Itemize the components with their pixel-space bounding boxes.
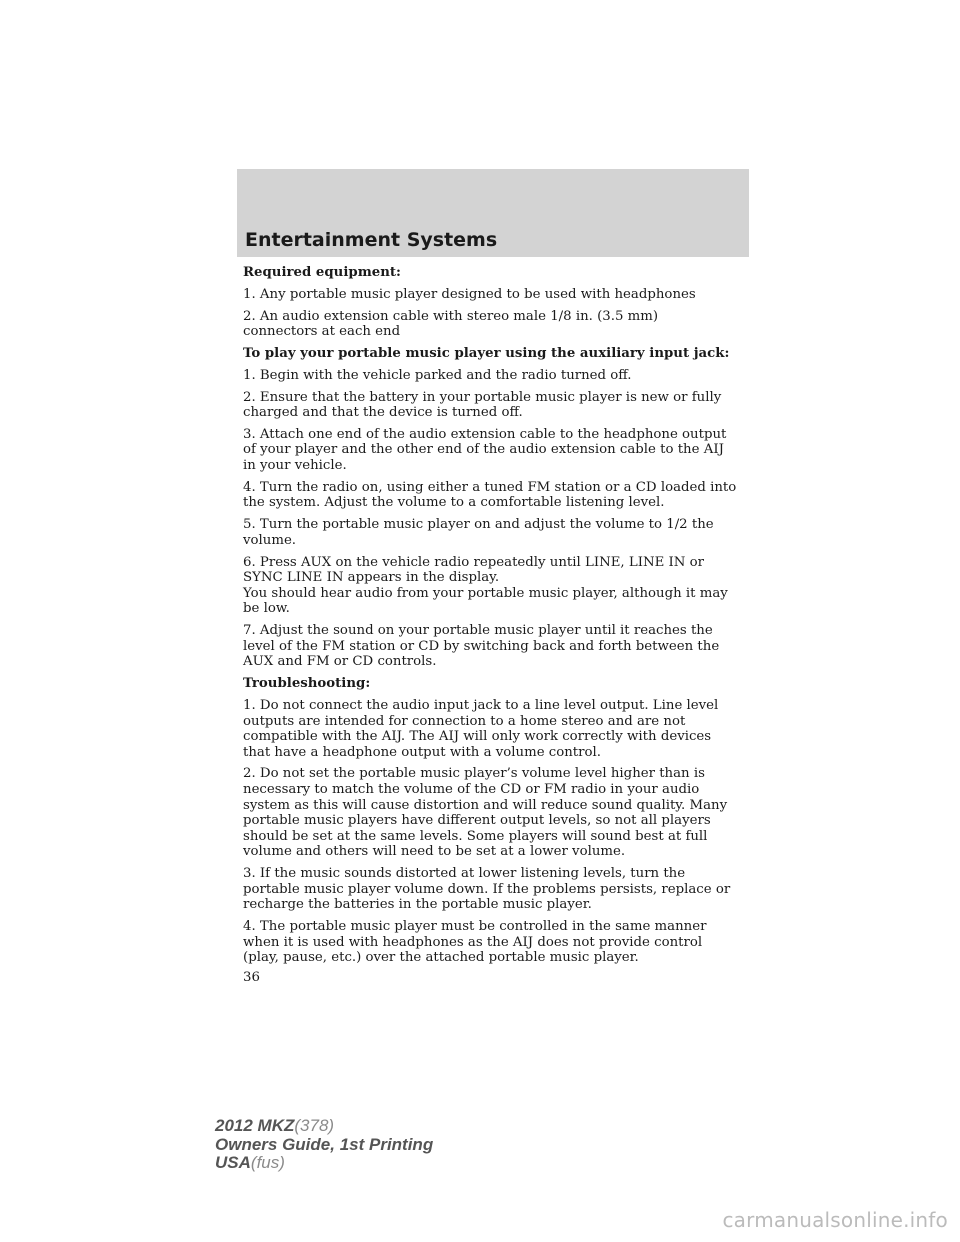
page-number: 36: [243, 970, 260, 985]
paragraph: 2. An audio extension cable with stereo male 1/8 in. (3.5 mm) connectors at each end: [243, 308, 659, 340]
paragraph: 1. Begin with the vehicle parked and the radio turned off.: [243, 367, 632, 383]
section-title: Entertainment Systems: [245, 229, 498, 251]
footer-model-line: [215, 1117, 433, 1136]
print-footer: [215, 1117, 433, 1173]
footer-market-line: [215, 1154, 433, 1173]
footer-market-code: (fus): [250, 1153, 285, 1172]
footer-edition: Owners Guide, 1st Printing: [215, 1134, 434, 1154]
subheading: Required equipment:: [243, 265, 401, 280]
paragraph: 5. Turn the portable music player on and adjust the volume to 1/2 the volume.: [243, 517, 714, 548]
paragraph: 3. Attach one end of the audio extension cable to the headphone output of your player and the other end of the audio extension cable to the AIJ in your vehicle.: [243, 426, 727, 474]
paragraph: 1. Do not connect the audio input jack to a line level output. Line level outputs are intended for connection to a home stereo and are not compatible with the AIJ. The AIJ will only work correctly with devices that have a headphone output with a volume control.: [243, 697, 719, 760]
footer-model-code: (378): [294, 1116, 335, 1135]
paragraph: 2. Ensure that the battery in your portable music player is new or fully charged and that the device is turned off.: [243, 389, 722, 421]
watermark: carmanualsonline.info: [722, 1208, 948, 1232]
subheading: To play your portable music player using the auxiliary input jack:: [243, 345, 730, 361]
paragraph: 4. Turn the radio on, using either a tuned FM station or a CD loaded into the system. Adjust the volume to a comfortable listening level.: [243, 479, 737, 511]
footer-market: USA: [215, 1153, 251, 1172]
paragraph: 4. The portable music player must be controlled in the same manner when it is used with headphones as the AIJ does not provide control (play, pause, etc.) over the attached portable music player.: [243, 919, 707, 966]
subheading: Troubleshooting:: [243, 676, 371, 692]
footer-model: 2012 MKZ: [215, 1116, 295, 1135]
paragraph: 2. Do not set the portable music player’s volume level higher than is necessary to match the volume of the CD or FM radio in your audio system as this will cause distortion and will reduce sound quality. Many portable music players have different output levels, so not all players should be set at the same levels. Some players will sound best at full volume and others will need to be set at a lower volume.: [243, 766, 728, 860]
paragraph: 6. Press AUX on the vehicle radio repeatedly until LINE, LINE IN or SYNC LINE IN appears in the display. You should hear audio from your portable music player, although it may be low.: [243, 554, 728, 617]
section-header-bar: [237, 169, 749, 257]
paragraph: 7. Adjust the sound on your portable music player until it reaches the level of the FM station or CD by switching back and forth between the AUX and FM or CD controls.: [243, 623, 720, 670]
paragraph: 3. If the music sounds distorted at lower listening levels, turn the portable music player volume down. If the problems persists, replace or recharge the batteries in the portable music player.: [243, 866, 731, 913]
paragraph: 1. Any portable music player designed to be used with headphones: [243, 286, 696, 302]
page-body: [243, 265, 755, 972]
